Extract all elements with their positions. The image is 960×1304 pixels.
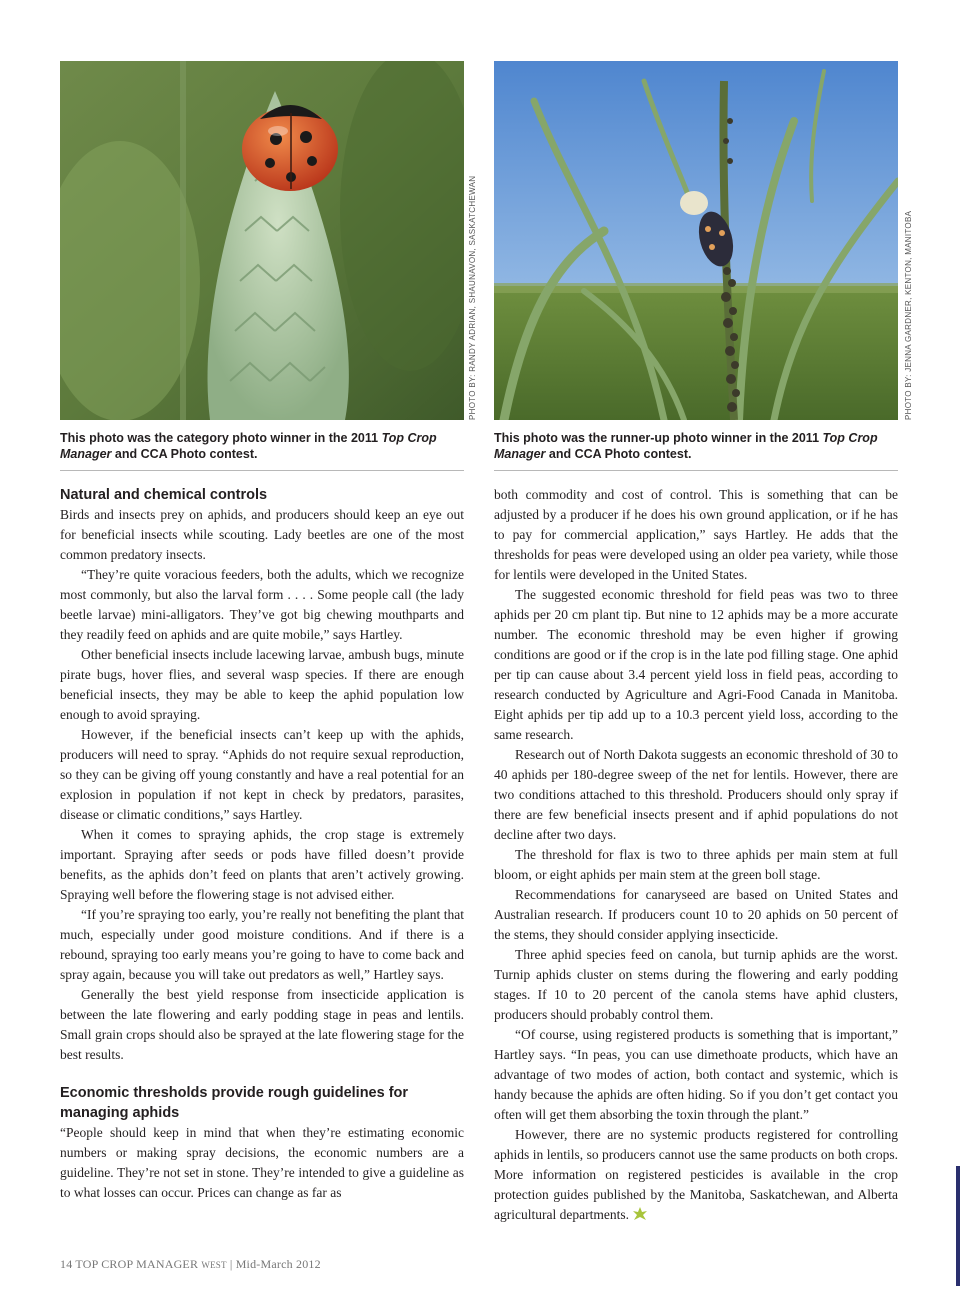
paragraph-text: However, there are no systemic products registered for controlling aphids in lentils, so producers cannot use the same products on both crops. More information on registered pesticides is available in the crop protection guides published by the Manitoba, Saskatchewan, and Alberta agricultural departments. [494,1127,898,1222]
photo-credit: PHOTO BY: RANDY ADRIAN, SHAUNAVON, SASKATCHEWAN [468,175,477,420]
paragraph: Birds and insects prey on aphids, and producers should keep an eye out for beneficial insects while scouting. Lady beetles are one of the most common predatory insects. [60,507,464,562]
page-edge-tab [956,1166,960,1286]
paragraph: Other beneficial insects include lacewing larvae, ambush bugs, minute pirate bugs, hover flies, and several wasp species. If there are enough beneficial insects, they may be able to keep the aphid population low enough to avoid spraying. [60,647,464,722]
paragraph: Research out of North Dakota suggests an economic threshold of 30 to 40 aphids per 180-degree sweep of the net for lentils. However, there are two conditions attached to this threshold. Producers should only spray if there are few beneficial insects present and if aphid populations do not decline after two days. [494,747,898,842]
paragraph: both commodity and cost of control. This is something that can be adjusted by a producer if he does his own ground application, or if he has to pay for commercial application,” says Hartley. He adds that the thresholds for peas were developed using an older pea variety, while those for lentils were developed in the United States. [494,487,898,582]
paragraph: When it comes to spraying aphids, the crop stage is extremely important. Spraying after seeds or pods have filled doesn’t provide benefits, as the aphids don’t feed on plants that aren’t actively growing. Spraying well before the flowering stage is not advised either. [60,827,464,902]
section-heading: Economic thresholds provide rough guidelines for managing aphids [60,1085,409,1121]
paragraph: The suggested economic threshold for field peas was two to three aphids per 20 cm plant tip. But nine to 12 aphids may be a more accurate number. The economic threshold may be even higher if growing conditions are good or if the crop is in the late pod filling stage. One aphid per tip can cause about 3.4 percent yield loss in field peas, according to research conducted by Agriculture and Agri-Food Canada in Manitoba. Eight aphids per tip add up to a 10.3 percent yield loss, according to the same research. [494,587,898,742]
caption-divider [60,470,464,471]
photo-credit: PHOTO BY: JENNA GARDNER, KENTON, MANITOBA [904,210,913,420]
article-column-left [60,485,464,1203]
paragraph: Three aphid species feed on canola, but turnip aphids are the worst. Turnip aphids cluster on stems during the flowering and early podding stages. If 10 to 20 percent of the canola stems have aphid clusters, producers should probably control them. [494,947,898,1022]
page-number: 14 [60,1257,73,1271]
caption-divider [494,470,898,471]
photo-caption: This photo was the runner-up photo winner in the 2011 Top Crop Manager and CCA Photo contest. [494,431,878,461]
paragraph: Recommendations for canaryseed are based on United States and Australian research. If producers count 10 to 20 aphids on 50 percent of the stems, they should consider applying insecticide. [494,887,898,942]
paragraph: Generally the best yield response from insecticide application is between the late flowering and early podding stage in peas and lentils. Small grain crops should also be sprayed at the late flowering stage for the best results. [60,987,464,1062]
larva-photo [494,61,898,420]
paragraph: However, if the beneficial insects can’t keep up with the aphids, producers will need to spray. “Aphids do not require sexual reproduction, so they can be giving off young constantly and have a real potential for an explosion in population if not kept in check by predators, parasites, disease or climatic conditions,” says Hartley. [60,727,464,822]
paragraph: The threshold for flax is two to three aphids per main stem at full bloom, or eight aphids per main stem at the green boll stage. [494,847,898,882]
page-footer [60,1257,321,1272]
paragraph: “People should keep in mind that when they’re estimating economic numbers or making spray decisions, the economic numbers are a guideline. They’re not set in stone. They’re intended to give a guideline as to what losses can occur. Prices can change as far as [60,1125,464,1200]
section-heading: Natural and chemical controls [60,487,268,503]
footer-separator: | [229,1257,233,1271]
ladybug-photo [60,61,464,420]
edition-label: WEST [201,1260,227,1270]
paragraph: “They’re quite voracious feeders, both the adults, which we recognize most commonly, but also the larval form . . . . Some people call (the lady beetle larvae) mini-alligators. They’ve got big chewing mouthparts and they readily feed on aphids and are quite mobile,” says Hartley. [60,567,464,642]
issue-date: Mid-March 2012 [235,1257,321,1271]
paragraph: “Of course, using registered products is something that is important,” Hartley says. “In peas, you can use dimethoate products, which have an advantage of two modes of action, both contact and systemic, which is handy because the aphids are often hiding. So if you don’t get contact you often will get them absorbing the toxin through the plant.” [494,1027,898,1122]
magazine-name: TOP CROP MANAGER [75,1257,199,1271]
leaf-end-icon [631,1206,649,1222]
paragraph [494,1125,898,1225]
photo-caption: This photo was the category photo winner in the 2011 Top Crop Manager and CCA Photo contest. [60,431,437,461]
article-column-right [494,485,898,1225]
paragraph: “If you’re spraying too early, you’re really not benefiting the plant that much, especially under good moisture conditions. And if there is a rebound, spraying too early means you’re going to have to come back and spray again, because you will take out predators as well,” Hartley says. [60,907,464,982]
